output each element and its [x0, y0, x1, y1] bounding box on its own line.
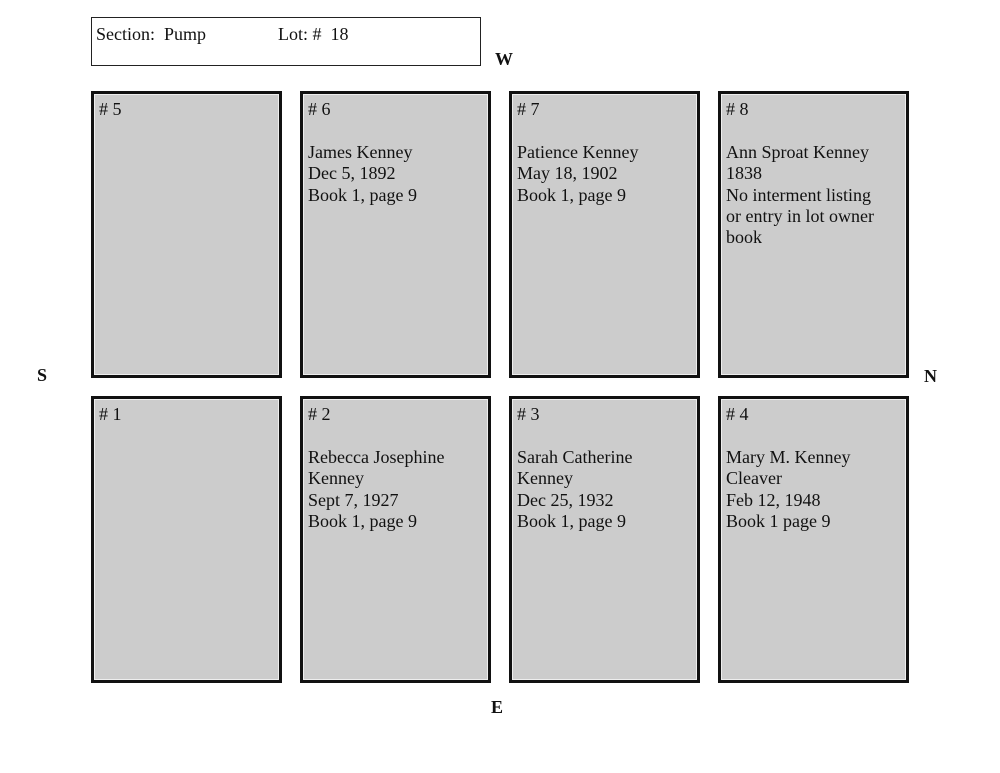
- interred-name: James Kenney: [308, 142, 413, 162]
- grave-plot-2: [300, 396, 491, 683]
- section-label: Section: Pump: [96, 24, 207, 44]
- compass-west: W: [495, 49, 513, 69]
- plot-number: # 1: [99, 404, 122, 424]
- plot-details: [517, 142, 693, 206]
- record-reference: Book 1 page 9: [726, 510, 831, 531]
- plot-details: [726, 142, 902, 248]
- plot-details: [517, 447, 693, 532]
- compass-north: N: [924, 366, 937, 386]
- record-reference: Book 1, page 9: [308, 184, 417, 205]
- interment-date: Dec 5, 1892: [308, 163, 396, 184]
- plot-number: # 4: [726, 404, 749, 424]
- record-reference: Book 1, page 9: [517, 510, 626, 531]
- interred-name: Kenney: [308, 468, 364, 489]
- grave-plot-8: [718, 91, 909, 378]
- grave-plot-7: [509, 91, 700, 378]
- interred-name: Rebecca Josephine: [308, 447, 445, 467]
- grave-plot-4: [718, 396, 909, 683]
- interred-name: Mary M. Kenney: [726, 447, 851, 467]
- plot-number: # 7: [517, 99, 540, 119]
- plot-number: # 5: [99, 99, 122, 119]
- plot-details: [308, 142, 484, 206]
- plot-number: # 2: [308, 404, 331, 424]
- interred-name: Sarah Catherine: [517, 447, 633, 467]
- interment-date: Feb 12, 1948: [726, 489, 821, 510]
- plot-number: # 6: [308, 99, 331, 119]
- grave-plot-3: [509, 396, 700, 683]
- record-reference: Book 1, page 9: [517, 184, 626, 205]
- record-note: or entry in lot owner: [726, 205, 874, 226]
- interred-name: Cleaver: [726, 468, 782, 489]
- lot-label: Lot: # 18: [278, 24, 349, 44]
- plot-number: # 8: [726, 99, 749, 119]
- section-lot-header: [91, 17, 481, 66]
- interment-date: May 18, 1902: [517, 163, 618, 184]
- plot-details: [308, 447, 484, 532]
- interred-name: Kenney: [517, 468, 573, 489]
- grave-plot-6: [300, 91, 491, 378]
- interment-date: 1838: [726, 163, 762, 184]
- interred-name: Ann Sproat Kenney: [726, 142, 869, 162]
- plot-details: [726, 447, 902, 532]
- record-note: book: [726, 227, 762, 248]
- compass-south: S: [37, 365, 48, 385]
- grave-plot-5: [91, 91, 282, 378]
- interred-name: Patience Kenney: [517, 142, 639, 162]
- grave-plot-1: [91, 396, 282, 683]
- interment-date: Sept 7, 1927: [308, 489, 399, 510]
- interment-date: Dec 25, 1932: [517, 489, 614, 510]
- record-note: No interment listing: [726, 184, 871, 205]
- plot-number: # 3: [517, 404, 540, 424]
- compass-east: E: [491, 697, 504, 717]
- record-reference: Book 1, page 9: [308, 510, 417, 531]
